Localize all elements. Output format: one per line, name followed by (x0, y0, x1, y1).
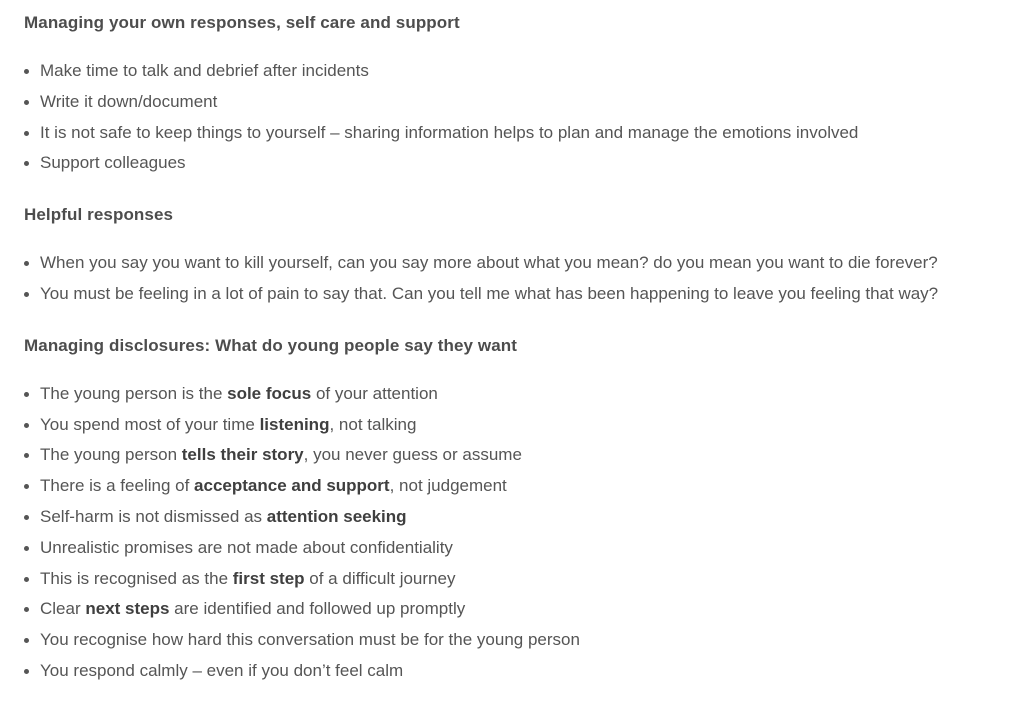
list-item (24, 471, 1024, 502)
list-item (24, 148, 1024, 179)
emphasis-text: tells their story (181, 445, 304, 465)
emphasis-text: attention seeking (266, 506, 407, 526)
bullet-icon (24, 669, 29, 674)
bullet-icon (24, 453, 29, 458)
list-item-text: The young person is the (40, 383, 228, 403)
bullet-icon (24, 423, 29, 428)
list-item-text: Clear (40, 599, 86, 619)
list-item-text: , not judgement (389, 476, 507, 496)
bullet-icon (24, 484, 29, 489)
list-item (24, 56, 1024, 87)
section-heading-helpful-responses: Helpful responses (24, 205, 174, 225)
list-item-text: , not talking (329, 414, 417, 434)
bullet-icon (24, 161, 29, 166)
list-item (24, 502, 1024, 533)
emphasis-text: next steps (85, 599, 170, 619)
list-item (24, 118, 1024, 149)
bullet-icon (24, 638, 29, 643)
list-item (24, 564, 1024, 595)
list-item (24, 594, 1024, 625)
emphasis-text: sole focus (227, 383, 312, 403)
bullet-icon (24, 546, 29, 551)
bullet-icon (24, 577, 29, 582)
section-heading-self-care: Managing your own responses, self care and support (24, 13, 460, 32)
list-item (24, 533, 1024, 564)
list-item (24, 87, 1024, 118)
list-item-text: You spend most of your time (40, 414, 260, 434)
list-item (24, 440, 1024, 471)
bullet-list-helpful-responses (24, 248, 1024, 310)
bullet-icon (24, 607, 29, 612)
list-item-text: of your attention (311, 383, 438, 403)
list-item-text: You must be feeling in a lot of pain to say that. Can you tell me what has been happening to leave you feeling that way? (40, 283, 939, 303)
bullet-list-managing-disclosures (24, 379, 1024, 687)
list-item (24, 379, 1024, 410)
list-item-text: The young person (40, 445, 182, 465)
list-item (24, 248, 1024, 279)
bullet-icon (24, 100, 29, 105)
list-item-text: Unrealistic promises are not made about confidentiality (40, 537, 453, 557)
list-item (24, 279, 1024, 310)
emphasis-text: listening (259, 414, 330, 434)
list-item-text: You respond calmly – even if you don’t feel calm (40, 660, 404, 680)
bullet-icon (24, 515, 29, 520)
list-item (24, 656, 1024, 687)
bullet-list-self-care (24, 56, 1024, 179)
list-item-text: There is a feeling of (40, 476, 195, 496)
bullet-icon (24, 261, 29, 266)
list-item-text: , you never guess or assume (303, 445, 522, 465)
bullet-icon (24, 392, 29, 397)
list-item (24, 625, 1024, 656)
emphasis-text: acceptance and support (194, 476, 390, 496)
list-item-text: Self-harm is not dismissed as (40, 506, 267, 526)
list-item-text: It is not safe to keep things to yourself – sharing information helps to plan and manage the emotions involved (40, 122, 859, 142)
bullet-icon (24, 69, 29, 74)
section-heading-managing-disclosures: Managing disclosures: What do young people say they want (24, 335, 517, 355)
emphasis-text: first step (232, 568, 305, 588)
list-item-text: Make time to talk and debrief after incidents (40, 61, 369, 80)
list-item-text: This is recognised as the (40, 568, 233, 588)
list-item-text: of a difficult journey (304, 568, 456, 588)
list-item-text: Support colleagues (40, 153, 186, 173)
list-item-text: When you say you want to kill yourself, can you say more about what you mean? do you mean you want to die forever? (40, 253, 938, 273)
bullet-icon (24, 292, 29, 297)
bullet-icon (24, 131, 29, 136)
list-item-text: You recognise how hard this conversation must be for the young person (40, 630, 580, 650)
list-item-text: Write it down/document (40, 91, 218, 111)
list-item-text: are identified and followed up promptly (169, 599, 466, 619)
list-item (24, 410, 1024, 441)
